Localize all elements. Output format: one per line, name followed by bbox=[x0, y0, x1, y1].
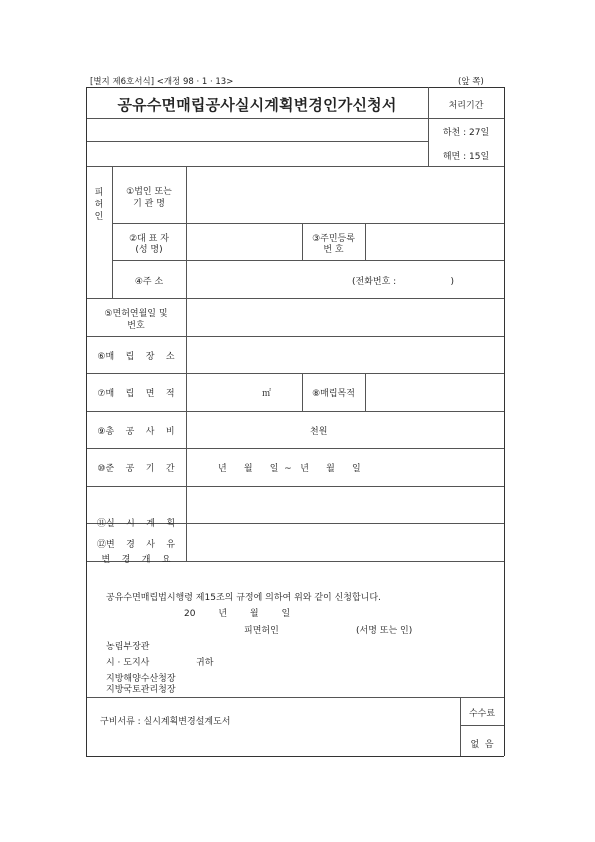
processing-river: 하천 : 27일 bbox=[442, 128, 490, 138]
reclamation-purpose-field[interactable] bbox=[366, 374, 503, 410]
plan-change-summary-field[interactable] bbox=[187, 487, 503, 522]
license-date-label: ⑤면허연월일 및 번호 bbox=[104, 309, 168, 331]
area-unit: ㎡ bbox=[262, 389, 272, 399]
reclamation-site-field[interactable] bbox=[187, 337, 503, 372]
applicant-side-label: 피 허 인 bbox=[94, 188, 104, 222]
fee-value: 없 음 bbox=[470, 740, 494, 750]
reclamation-area-label: ⑦매 립 면 적 bbox=[97, 389, 175, 399]
license-date-field[interactable] bbox=[187, 299, 503, 335]
application-date[interactable]: 20 년 월 일 bbox=[184, 609, 291, 619]
total-cost-field[interactable] bbox=[187, 412, 503, 447]
recipient-ministry: 농림부장관 bbox=[106, 642, 150, 652]
org-name-field[interactable] bbox=[187, 167, 503, 222]
representative-label: ②대 표 자 (성 명) bbox=[129, 234, 169, 255]
completion-period-label: ⑩준 공 기 간 bbox=[97, 464, 175, 474]
processing-sea: 해면 : 15일 bbox=[442, 152, 490, 162]
recipient-land: 지방국토관리청장 bbox=[106, 685, 176, 695]
phone-number: (전화번호 : ) bbox=[352, 277, 455, 287]
completion-period-value[interactable]: 년 월 일 ~ 년 월 일 bbox=[218, 464, 361, 474]
representative-field[interactable] bbox=[187, 224, 301, 259]
address-label: ④주 소 bbox=[134, 277, 164, 287]
recipient-governor: 시 · 도지사 bbox=[106, 658, 150, 668]
org-name-label: ①법인 또는 기 관 명 bbox=[126, 187, 172, 209]
honorific: 귀하 bbox=[196, 658, 214, 668]
reclamation-area-field[interactable] bbox=[187, 374, 301, 410]
required-documents: 구비서류 : 실시계획변경설계도서 bbox=[100, 717, 231, 727]
form-reference: [별지 제6호서식] <개정 98 · 1 · 13> bbox=[90, 77, 234, 87]
reclamation-purpose-label: ⑧매립목적 bbox=[312, 389, 355, 399]
signature-field[interactable]: (서명 또는 인) bbox=[356, 626, 413, 636]
plan-change-summary-label: ⑪실 시 계 획 변 경 개 요 bbox=[96, 519, 176, 565]
processing-period-label: 처리기간 bbox=[448, 101, 484, 111]
fee-label: 수수료 bbox=[468, 709, 496, 719]
reclamation-site-label: ⑥매 립 장 소 bbox=[97, 352, 175, 362]
applicant-name-label: 피면허인 bbox=[244, 626, 279, 636]
resident-number-field[interactable] bbox=[366, 224, 503, 259]
change-reason-label: ⑫변 경 사 유 bbox=[96, 540, 176, 550]
recipient-maritime: 지방해양수산청장 bbox=[106, 674, 176, 684]
address-field[interactable] bbox=[187, 261, 503, 297]
change-reason-field[interactable] bbox=[187, 524, 503, 560]
form-title: 공유수면매립공사실시계획변경인가신청서 bbox=[117, 96, 397, 114]
resident-number-label: ③주민등록 번 호 bbox=[312, 234, 355, 255]
cost-unit: 천원 bbox=[310, 427, 328, 437]
application-statement: 공유수면매립법시행령 제15조의 규정에 의하여 위와 같이 신청합니다. bbox=[106, 593, 381, 603]
total-cost-label: ⑨총 공 사 비 bbox=[97, 427, 175, 437]
page-side-label: (앞 쪽) bbox=[458, 77, 484, 87]
